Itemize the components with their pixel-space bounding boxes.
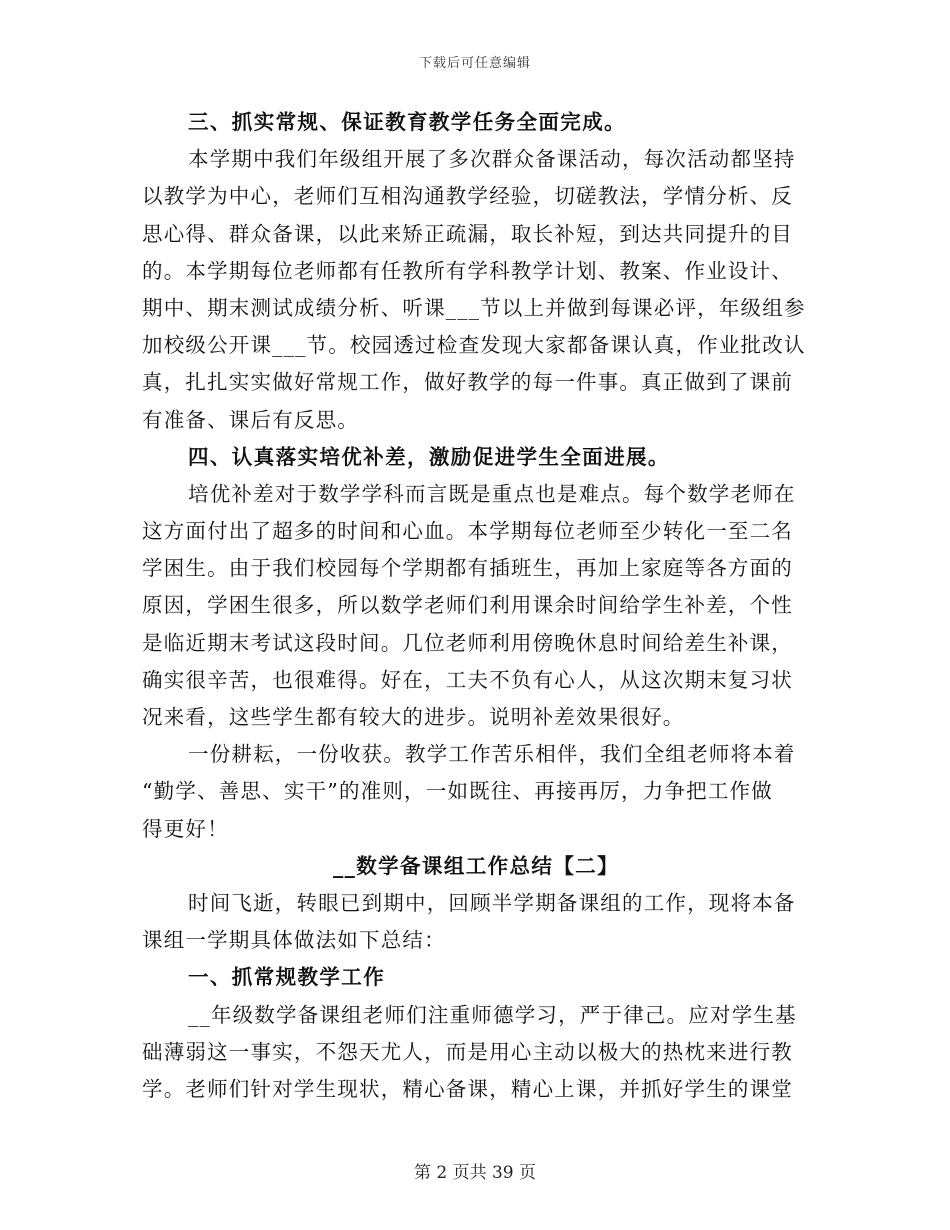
text-line: 学。老师们针对学生现状，精心备课，精心上课，并抓好学生的课堂 — [142, 1076, 793, 1101]
document-title: __数学备课组工作总结【二】 — [332, 853, 620, 878]
text-line: “勤学、善思、实干”的准则，一如既往、再接再厉，力争把工作做 — [142, 779, 773, 804]
page-number: 第 2 页共 39 页 — [413, 1163, 537, 1183]
text-line: 确实很辛苦，也很难得。好在，工夫不负有心人，从这次期末复习状 — [142, 667, 793, 692]
text-line: 况来看，这些学生都有较大的进步。说明补差效果很好。 — [142, 705, 685, 729]
text-line: 时间飞逝，转眼已到期中，回顾半学期备课组的工作，现将本备 — [188, 890, 796, 915]
text-line: 一份耕耘，一份收获。教学工作苦乐相伴，我们全组老师将本着 — [188, 742, 796, 767]
text-line: 真，扎扎实实做好常规工作，做好教学的每一件事。真正做到了课前 — [142, 370, 793, 395]
document-body — [142, 104, 810, 1108]
text-line: __年级数学备课组老师们注重师德学习，严于律己。应对学生基 — [188, 1002, 797, 1027]
text-line: 以教学为中心，老师们互相沟通教学经验，切磋教法，学情分析、反 — [142, 184, 793, 209]
text-line: 得更好！ — [142, 816, 229, 841]
section-heading: 一、抓常规教学工作 — [188, 965, 386, 990]
text-line: 本学期中我们年级组开展了多次群众备课活动，每次活动都坚持 — [188, 147, 796, 172]
section-heading: 四、认真落实培优补差，激励促进学生全面进展。 — [188, 444, 670, 469]
text-line: 础薄弱这一事实，不怨天尤人，而是用心主动以极大的热枕来进行教 — [142, 1039, 793, 1064]
text-line: 学困生。由于我们校园每个学期都有插班生，再加上家庭等各方面的 — [142, 556, 793, 581]
text-line: 这方面付出了超多的时间和心血。本学期每位老师至少转化一至二名 — [142, 519, 793, 544]
text-line: 课组一学期具体做法如下总结： — [142, 928, 446, 953]
text-line: 思心得、群众备课，以此来矫正疏漏，取长补短，到达共同提升的目 — [142, 221, 793, 246]
text-line: 有准备、课后有反思。 — [142, 407, 359, 432]
text-line: 期中、期末测试成绩分析、听课___节以上并做到每课必评，年级组参 — [142, 295, 806, 320]
page-header-note: 下载后可任意编辑 — [418, 56, 531, 71]
text-line: 培优补差对于数学学科而言既是重点也是难点。每个数学老师在 — [188, 481, 796, 506]
text-line: 原因，学困生很多，所以数学老师们利用课余时间给学生补差，个性 — [142, 593, 793, 618]
section-heading: 三、抓实常规、保证教育教学任务全面完成。 — [188, 110, 626, 134]
text-line: 是临近期末考试这段时间。几位老师利用傍晚休息时间给差生补课， — [142, 630, 793, 655]
text-line: 加校级公开课___节。校园透过检查发现大家都备课认真，作业批改认 — [142, 333, 806, 358]
text-line: 的。本学期每位老师都有任教所有学科教学计划、教案、作业设计、 — [142, 258, 793, 283]
